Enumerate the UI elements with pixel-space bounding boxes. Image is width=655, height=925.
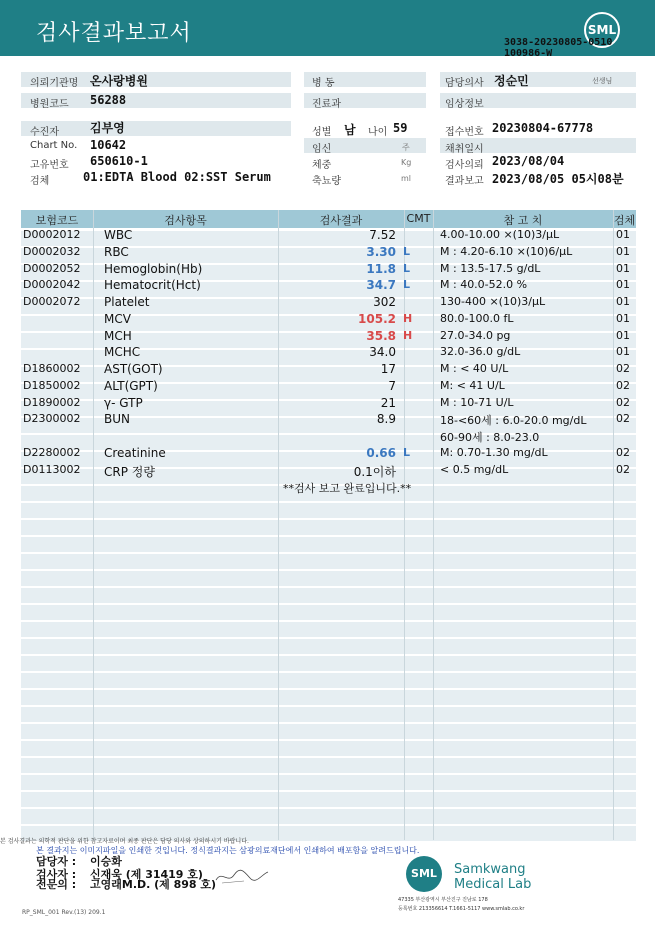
lab-address: 47335 부산광역시 부산진구 진남로 178 <box>398 897 488 903</box>
sex-value: 남 <box>344 123 356 137</box>
specimen-code: 01 <box>616 311 630 325</box>
pregnancy-unit: 주 <box>402 143 410 152</box>
request-date: 2023/08/04 <box>492 154 565 168</box>
staff-label: 담당자 : <box>36 855 77 868</box>
reference-range: M : 13.5-17.5 g/dL <box>440 261 541 275</box>
reference-range: 60-90세 : 8.0-23.0 <box>440 431 540 444</box>
insurance-code: D0002032 <box>23 244 81 258</box>
test-result: 11.8 <box>366 261 396 276</box>
hospital-code: 56288 <box>90 93 127 107</box>
test-item: Hemoglobin(Hb) <box>104 261 203 276</box>
test-result: 7 <box>388 378 396 393</box>
insurance-code: D0002052 <box>23 261 81 275</box>
tester-value: 신재욱 (제 31419 호) <box>90 868 203 881</box>
specimen-code: 02 <box>616 412 630 426</box>
specialist-value: 고영래M.D. (제 898 호) <box>90 878 217 891</box>
test-item: BUN <box>104 412 130 427</box>
header-cmt: CMT <box>406 212 431 225</box>
test-item: ALT(GPT) <box>104 378 158 393</box>
specimen-value: 01:EDTA Blood 02:SST Serum <box>83 170 271 184</box>
test-item: MCV <box>104 311 131 326</box>
staff-value: 이승화 <box>90 855 122 868</box>
sex-label: 성별 <box>312 127 332 138</box>
collect-label: 채취일시 <box>445 144 484 155</box>
reference-range: M : 10-71 U/L <box>440 395 514 409</box>
document-suffix: 100986-W <box>504 48 553 59</box>
fine-print: 본 검사결과는 의학적 판단을 위한 참고자료이며 최종 판단은 담당 의사와 상의하시기 바랍니다. <box>0 838 249 845</box>
test-item: MCH <box>104 328 132 343</box>
doctor-suffix: 선생님 <box>592 77 613 85</box>
insurance-code: D1850002 <box>23 378 81 392</box>
weight-unit: Kg <box>401 158 412 167</box>
specimen-code: 01 <box>616 278 630 292</box>
report-complete-note: **검사 보고 완료입니다.** <box>283 482 412 495</box>
row-stripe <box>21 741 636 756</box>
row-stripe <box>21 520 636 535</box>
row-stripe <box>21 758 636 773</box>
specimen-code: 01 <box>616 261 630 275</box>
tester-label: 검사자 : <box>36 868 77 881</box>
header-code: 보험코드 <box>35 214 79 227</box>
row-stripe <box>21 673 636 688</box>
hospital-code-label: 병원코드 <box>30 99 69 110</box>
reference-range: M : 40.0-52.0 % <box>440 278 528 292</box>
receipt-number: 20230804-67778 <box>492 121 594 135</box>
reference-range: M : 4.20-6.10 ×(10)6/μL <box>440 244 573 258</box>
patient-name: 김부영 <box>90 121 125 135</box>
result-flag: L <box>403 278 411 292</box>
row-stripe <box>21 656 636 671</box>
reference-range: 130-400 ×(10)3/μL <box>440 295 546 308</box>
chart-label: Chart No. <box>30 140 78 151</box>
reference-range: M : < 40 U/L <box>440 362 509 375</box>
hospital-name: 온사랑병원 <box>90 74 148 88</box>
receipt-label: 접수번호 <box>445 127 484 138</box>
result-flag: L <box>403 261 411 275</box>
lab-contact: 등록번호 213356614 T.1661-5117 www.smlab.co.kr <box>398 906 525 912</box>
specimen-code: 02 <box>616 362 630 375</box>
specimen-label: 검체 <box>30 176 50 187</box>
weight-label: 체중 <box>312 160 332 171</box>
notice-text: 본 결과지는 이미지파일을 인쇄한 것입니다. 정식결과지는 삼광의료재단에서 인쇄하여 배포함을 알려드립니다. <box>36 846 420 855</box>
header-reference: 참 고 치 <box>503 214 543 227</box>
result-flag: H <box>403 311 413 325</box>
result-flag: L <box>403 445 411 459</box>
lab-name-line1: Samkwang <box>454 862 526 877</box>
row-stripe <box>21 571 636 586</box>
test-result: 105.2 <box>358 311 396 326</box>
chart-number: 10642 <box>90 138 127 152</box>
reference-range: 27.0-34.0 pg <box>440 328 511 342</box>
clinical-label: 임상정보 <box>445 99 484 110</box>
urine-unit: ml <box>401 174 412 183</box>
report-label: 결과보고 <box>445 176 484 187</box>
test-item: Platelet <box>104 295 150 309</box>
form-code: RP_SML_001 Rev.(13) 209.1 <box>22 909 106 916</box>
insurance-code: D0002012 <box>23 228 81 241</box>
insurance-code: D0002042 <box>23 278 81 292</box>
column-divider <box>433 210 434 840</box>
specimen-code: 02 <box>616 378 630 392</box>
insurance-code: D2280002 <box>23 445 81 459</box>
report-datetime: 2023/08/05 05시08분 <box>492 172 624 186</box>
test-item: γ- GTP <box>104 395 143 410</box>
patient-id: 650610-1 <box>90 154 148 168</box>
reference-range: M: < 41 U/L <box>440 378 505 392</box>
specimen-code: 01 <box>616 228 630 241</box>
specimen-code: 02 <box>616 445 630 459</box>
sml-logo-icon: SML <box>584 12 620 48</box>
row-stripe <box>21 503 636 518</box>
row-stripe <box>21 605 636 620</box>
test-item: Creatinine <box>104 445 166 460</box>
dept-label: 진료과 <box>312 99 341 110</box>
specialist-label: 전문의 : <box>36 878 77 891</box>
test-result: 8.9 <box>376 412 396 427</box>
header-item: 검사항목 <box>164 214 207 227</box>
row-stripe <box>21 622 636 637</box>
specimen-code: 02 <box>616 462 630 476</box>
test-result: 3.30 <box>366 244 396 259</box>
reference-range: < 0.5 mg/dL <box>440 462 509 476</box>
row-stripe <box>21 537 636 552</box>
specimen-code: 01 <box>616 244 630 258</box>
doctor-name: 정순민 <box>494 74 529 88</box>
specimen-code: 01 <box>616 328 630 342</box>
insurance-code: D0002072 <box>23 295 81 308</box>
urine-label: 축뇨량 <box>312 176 341 187</box>
document-number: 3038-20230805-0510 <box>504 37 613 48</box>
column-divider <box>93 210 94 840</box>
test-result: 17 <box>380 362 396 376</box>
test-result: 34.0 <box>369 345 396 360</box>
pregnancy-label: 임신 <box>312 144 332 155</box>
header-specimen: 검체 <box>613 214 636 227</box>
reference-range: 18-<60세 : 6.0-20.0 mg/dL <box>440 414 587 428</box>
column-divider <box>278 210 279 840</box>
test-result: 21 <box>380 395 396 410</box>
column-divider <box>613 210 614 840</box>
test-result: 302 <box>373 295 396 309</box>
insurance-code: D2300002 <box>23 412 81 426</box>
report-title: 검사결과보고서 <box>36 21 192 46</box>
test-result: 34.7 <box>366 278 396 293</box>
insurance-code: D1890002 <box>23 395 81 409</box>
row-stripe <box>21 554 636 569</box>
header-result: 검사결과 <box>319 214 363 227</box>
ward-label: 병 동 <box>312 78 335 89</box>
test-result: 0.66 <box>366 445 396 460</box>
row-stripe <box>21 792 636 807</box>
specimen-code: 01 <box>616 295 630 308</box>
request-label: 검사의뢰 <box>445 160 484 171</box>
reference-range: 80.0-100.0 fL <box>440 311 514 325</box>
row-stripe <box>21 775 636 790</box>
reference-range: 4.00-10.00 ×(10)3/μL <box>440 228 560 241</box>
age-value: 59 <box>393 121 408 135</box>
sml-footer-logo-icon: SML <box>406 856 442 892</box>
id-label: 고유번호 <box>30 160 69 171</box>
doctor-label: 담당의사 <box>445 78 484 89</box>
row-stripe <box>21 690 636 705</box>
signature-icon <box>214 866 270 886</box>
specimen-code: 02 <box>616 395 630 409</box>
patient-name-label: 수진자 <box>30 127 59 138</box>
hospital-label: 의뢰기관명 <box>30 78 79 89</box>
insurance-code: D1860002 <box>23 362 81 375</box>
test-result: 0.1이하 <box>353 464 396 479</box>
insurance-code: D0113002 <box>23 462 81 476</box>
age-label: 나이 <box>368 127 388 138</box>
test-item: RBC <box>104 244 129 259</box>
row-stripe <box>21 809 636 824</box>
info-row-bg <box>21 121 291 136</box>
column-divider <box>404 210 405 840</box>
reference-range: M: 0.70-1.30 mg/dL <box>440 445 548 459</box>
test-result: 7.52 <box>369 228 396 242</box>
lab-name-line2: Medical Lab <box>454 877 532 892</box>
row-stripe <box>21 588 636 603</box>
test-item: CRP 정량 <box>104 464 155 479</box>
result-flag: L <box>403 244 411 258</box>
test-item: MCHC <box>104 345 141 360</box>
row-stripe <box>21 707 636 722</box>
test-item: AST(GOT) <box>104 362 163 376</box>
row-stripe <box>21 639 636 654</box>
row-stripe <box>21 724 636 739</box>
test-result: 35.8 <box>366 328 396 343</box>
test-item: WBC <box>104 228 133 242</box>
test-item: Hematocrit(Hct) <box>104 278 201 293</box>
result-flag: H <box>403 328 413 342</box>
reference-range: 32.0-36.0 g/dL <box>440 345 521 359</box>
specimen-code: 01 <box>616 345 630 359</box>
